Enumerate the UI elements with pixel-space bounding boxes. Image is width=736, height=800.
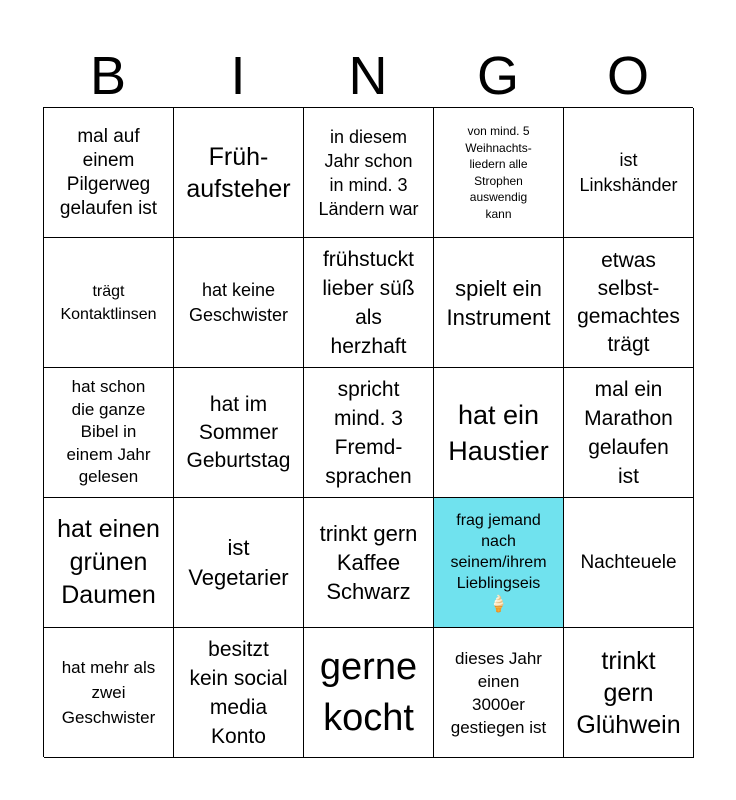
cell-text: frag jemand nach seinem/ihrem Lieblingseis 🍦 bbox=[450, 512, 547, 613]
bingo-cell[interactable] bbox=[304, 108, 434, 238]
cell-text: hat einen grünen Daumen bbox=[57, 515, 160, 609]
bingo-header bbox=[43, 44, 693, 108]
cell-text: Nachteuele bbox=[580, 552, 677, 573]
header-letter-i: I bbox=[230, 46, 246, 106]
cell-text: ist Linkshänder bbox=[579, 149, 678, 195]
cell-text: ist Vegetarier bbox=[188, 534, 289, 590]
bingo-cell[interactable] bbox=[304, 498, 434, 628]
bingo-cell[interactable] bbox=[434, 628, 564, 758]
header-letter-n: N bbox=[348, 46, 388, 106]
header-letter-b: B bbox=[89, 46, 127, 106]
cell-text: hat ein Haustier bbox=[448, 399, 549, 466]
cell-text: trägt Kontaktlinsen bbox=[60, 282, 157, 323]
cell-text: gerne kocht bbox=[319, 645, 418, 739]
cell-text: mal auf einem Pilgerweg gelaufen ist bbox=[59, 125, 158, 219]
cell-text: dieses Jahr einen 3000er gestiegen ist bbox=[450, 648, 547, 737]
cell-text: etwas selbst- gemachtes trägt bbox=[577, 248, 680, 356]
cell-text: besitzt kein social media Konto bbox=[189, 637, 288, 748]
cell-text: trinkt gern Glühwein bbox=[576, 646, 681, 739]
bingo-cell[interactable] bbox=[174, 108, 304, 238]
cell-text: hat mehr als zwei Geschwister bbox=[61, 658, 156, 727]
header-letter-g: G bbox=[476, 46, 519, 106]
cell-text: in diesem Jahr schon in mind. 3 Ländern war bbox=[318, 126, 419, 219]
bingo-cell[interactable] bbox=[304, 368, 434, 498]
bingo-cell[interactable] bbox=[44, 238, 174, 368]
bingo-cell[interactable] bbox=[564, 628, 694, 758]
bingo-cell[interactable] bbox=[44, 628, 174, 758]
header-letter-o: O bbox=[606, 46, 649, 106]
free-space-cell[interactable] bbox=[434, 498, 564, 628]
bingo-cell[interactable] bbox=[174, 368, 304, 498]
bingo-cell[interactable] bbox=[434, 108, 564, 238]
bingo-cell[interactable] bbox=[174, 498, 304, 628]
cell-text: hat keine Geschwister bbox=[188, 279, 289, 325]
cell-text: hat schon die ganze Bibel in einem Jahr gelesen bbox=[66, 377, 151, 487]
bingo-cell[interactable] bbox=[564, 368, 694, 498]
cell-text: von mind. 5 Weihnachts- liedern alle Strophen auswendig kann bbox=[465, 124, 532, 221]
bingo-grid bbox=[43, 107, 693, 757]
bingo-cell[interactable] bbox=[564, 498, 694, 628]
cell-text: spielt ein Instrument bbox=[446, 275, 551, 330]
bingo-cell[interactable] bbox=[174, 238, 304, 368]
cell-text: trinkt gern Kaffee Schwarz bbox=[319, 521, 418, 604]
bingo-cell[interactable] bbox=[304, 628, 434, 758]
bingo-cell[interactable] bbox=[434, 368, 564, 498]
bingo-cell[interactable] bbox=[304, 238, 434, 368]
cell-text: frühstuckt lieber süß als herzhaft bbox=[322, 247, 415, 358]
bingo-cell[interactable] bbox=[564, 108, 694, 238]
cell-text: hat im Sommer Geburtstag bbox=[186, 392, 291, 472]
cell-text: mal ein Marathon gelaufen ist bbox=[584, 377, 673, 488]
bingo-cell[interactable] bbox=[44, 498, 174, 628]
bingo-cell[interactable] bbox=[434, 238, 564, 368]
bingo-cell[interactable] bbox=[44, 108, 174, 238]
cell-text: Früh- aufsteher bbox=[186, 142, 291, 203]
cell-text: spricht mind. 3 Fremd- sprachen bbox=[325, 377, 412, 488]
bingo-cell[interactable] bbox=[174, 628, 304, 758]
bingo-cell[interactable] bbox=[44, 368, 174, 498]
bingo-cell[interactable] bbox=[564, 238, 694, 368]
